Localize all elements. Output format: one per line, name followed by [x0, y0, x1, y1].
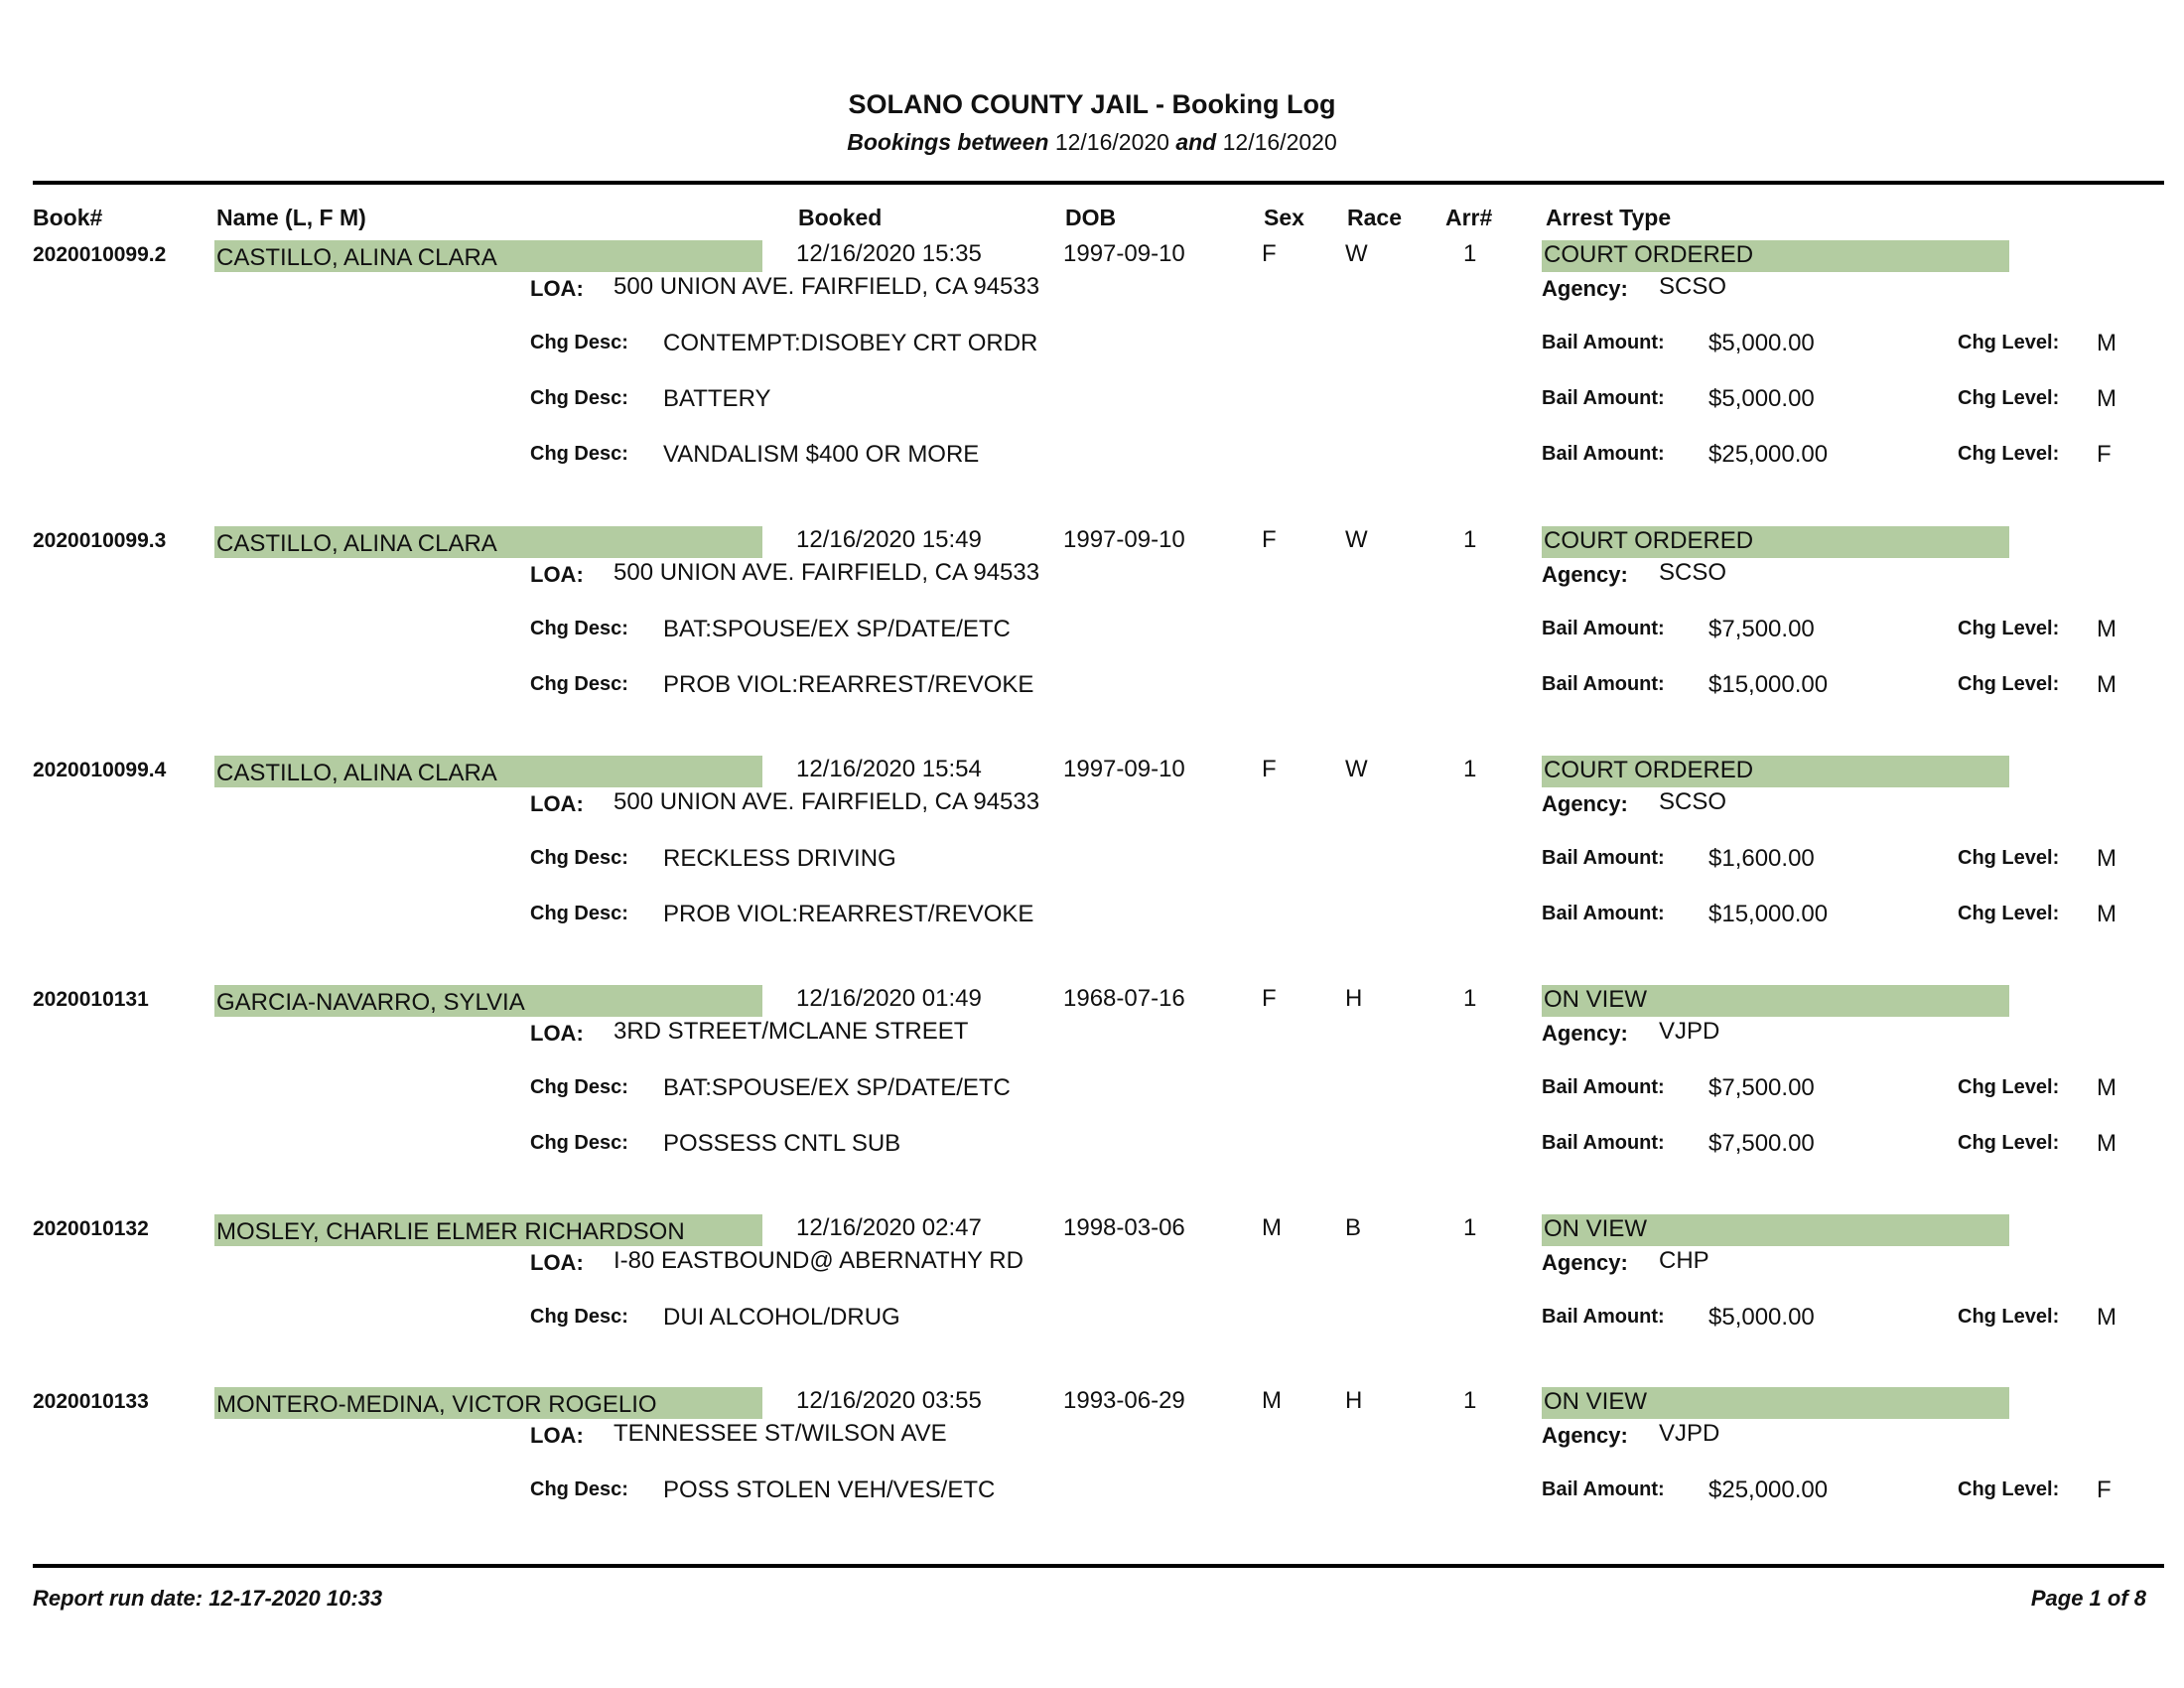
- charge-desc-label: Chg Desc:: [530, 1132, 628, 1154]
- agency-label: Agency:: [1542, 1021, 1628, 1046]
- bail-amount: $7,500.00: [1708, 1074, 1815, 1101]
- charge-row: [0, 1074, 2184, 1104]
- subtitle-and: and: [1175, 129, 1217, 155]
- charge-level-label: Chg Level:: [1958, 387, 2060, 409]
- bail-amount-label: Bail Amount:: [1542, 903, 1665, 924]
- agency-value: SCSO: [1659, 273, 1727, 300]
- charge-desc: POSSESS CNTL SUB: [663, 1130, 901, 1157]
- charge-level-label: Chg Level:: [1958, 1306, 2060, 1328]
- charge-row: [0, 845, 2184, 875]
- arrest-type: ON VIEW: [1544, 1215, 1648, 1242]
- loa-label: LOA:: [530, 1021, 584, 1046]
- loa-value: I-80 EASTBOUND@ ABERNATHY RD: [614, 1247, 1024, 1274]
- booked-datetime: 12/16/2020 15:49: [796, 526, 982, 553]
- loa-label: LOA:: [530, 562, 584, 587]
- booked-datetime: 12/16/2020 01:49: [796, 985, 982, 1012]
- booking-record: [0, 756, 2184, 927]
- charge-desc: BATTERY: [663, 385, 771, 412]
- charge-level-label: Chg Level:: [1958, 618, 2060, 639]
- race-value: H: [1345, 1387, 1363, 1414]
- charge-desc-label: Chg Desc:: [530, 847, 628, 869]
- arrest-type: COURT ORDERED: [1544, 527, 1754, 554]
- booked-datetime: 12/16/2020 15:35: [796, 240, 982, 267]
- inmate-name-highlight: [214, 985, 762, 1017]
- charge-level-label: Chg Level:: [1958, 332, 2060, 353]
- arrest-type-highlight: [1542, 985, 2009, 1017]
- bail-amount-label: Bail Amount:: [1542, 847, 1665, 869]
- charge-desc-label: Chg Desc:: [530, 387, 628, 409]
- booked-datetime: 12/16/2020 02:47: [796, 1214, 982, 1241]
- race-value: B: [1345, 1214, 1362, 1241]
- arrest-count: 1: [1463, 756, 1477, 782]
- sex-value: M: [1262, 1387, 1282, 1414]
- charge-level-label: Chg Level:: [1958, 1076, 2060, 1098]
- inmate-name-highlight: [214, 1387, 762, 1419]
- race-value: W: [1345, 240, 1368, 267]
- bail-amount: $25,000.00: [1708, 441, 1829, 468]
- race-value: W: [1345, 526, 1368, 553]
- arrest-type: COURT ORDERED: [1544, 757, 1754, 783]
- date-of-birth: 1997-09-10: [1063, 756, 1185, 782]
- book-number: 2020010099.3: [33, 529, 167, 552]
- agency-value: SCSO: [1659, 788, 1727, 815]
- bail-amount: $15,000.00: [1708, 901, 1829, 927]
- col-header-name: Name (L, F M): [216, 205, 366, 230]
- inmate-name: GARCIA-NAVARRO, SYLVIA: [216, 989, 525, 1016]
- charge-row: [0, 1304, 2184, 1334]
- col-header-booked: Booked: [798, 205, 883, 230]
- arrest-count: 1: [1463, 1214, 1477, 1241]
- sex-value: F: [1262, 756, 1277, 782]
- loa-label: LOA:: [530, 791, 584, 816]
- inmate-name: MONTERO-MEDINA, VICTOR ROGELIO: [216, 1391, 657, 1418]
- inmate-name: MOSLEY, CHARLIE ELMER RICHARDSON: [216, 1218, 685, 1245]
- bail-amount-label: Bail Amount:: [1542, 673, 1665, 695]
- col-header-dob: DOB: [1065, 205, 1117, 230]
- date-of-birth: 1997-09-10: [1063, 240, 1185, 267]
- bail-amount: $5,000.00: [1708, 385, 1815, 412]
- bail-amount: $25,000.00: [1708, 1477, 1829, 1503]
- booking-record: [0, 526, 2184, 698]
- charge-level: F: [2097, 441, 2112, 468]
- arrest-type: ON VIEW: [1544, 1388, 1648, 1415]
- charge-level-label: Chg Level:: [1958, 903, 2060, 924]
- col-header-arrest-type: Arrest Type: [1546, 205, 1672, 230]
- report-run-date: Report run date: 12-17-2020 10:33: [33, 1586, 383, 1611]
- loa-label: LOA:: [530, 1250, 584, 1275]
- date-to: 12/16/2020: [1222, 129, 1337, 155]
- inmate-name: CASTILLO, ALINA CLARA: [216, 760, 497, 786]
- col-header-race: Race: [1347, 205, 1402, 230]
- bail-amount-label: Bail Amount:: [1542, 1076, 1665, 1098]
- bail-amount-label: Bail Amount:: [1542, 332, 1665, 353]
- booked-datetime: 12/16/2020 03:55: [796, 1387, 982, 1414]
- booking-record: [0, 240, 2184, 468]
- arrest-count: 1: [1463, 526, 1477, 553]
- bail-amount-label: Bail Amount:: [1542, 1132, 1665, 1154]
- loa-value: 500 UNION AVE. FAIRFIELD, CA 94533: [614, 559, 1040, 586]
- subtitle-prefix: Bookings between: [847, 129, 1049, 155]
- charge-level: M: [2097, 901, 2116, 927]
- agency-value: VJPD: [1659, 1420, 1720, 1447]
- inmate-name-highlight: [214, 526, 762, 558]
- inmate-name-highlight: [214, 1214, 762, 1246]
- bail-amount-label: Bail Amount:: [1542, 618, 1665, 639]
- loa-value: 500 UNION AVE. FAIRFIELD, CA 94533: [614, 788, 1040, 815]
- bail-amount-label: Bail Amount:: [1542, 1478, 1665, 1500]
- page-number: Page 1 of 8: [2030, 1586, 2146, 1611]
- charge-row: [0, 1477, 2184, 1506]
- charge-level: M: [2097, 1304, 2116, 1331]
- date-from: 12/16/2020: [1054, 129, 1169, 155]
- bail-amount: $15,000.00: [1708, 671, 1829, 698]
- arrest-count: 1: [1463, 240, 1477, 267]
- loa-label: LOA:: [530, 276, 584, 301]
- charge-desc: DUI ALCOHOL/DRUG: [663, 1304, 900, 1331]
- loa-label: LOA:: [530, 1423, 584, 1448]
- col-header-arr: Arr#: [1445, 205, 1493, 230]
- charge-level-label: Chg Level:: [1958, 673, 2060, 695]
- charge-row: [0, 441, 2184, 471]
- charge-desc-label: Chg Desc:: [530, 673, 628, 695]
- sex-value: F: [1262, 240, 1277, 267]
- charge-level-label: Chg Level:: [1958, 1132, 2060, 1154]
- charge-row: [0, 671, 2184, 701]
- arrest-type: COURT ORDERED: [1544, 241, 1754, 268]
- charge-level-label: Chg Level:: [1958, 847, 2060, 869]
- bail-amount-label: Bail Amount:: [1542, 1306, 1665, 1328]
- inmate-name: CASTILLO, ALINA CLARA: [216, 530, 497, 557]
- bail-amount-label: Bail Amount:: [1542, 443, 1665, 465]
- charge-row: [0, 616, 2184, 645]
- book-number: 2020010099.2: [33, 243, 167, 266]
- charge-desc: PROB VIOL:REARREST/REVOKE: [663, 671, 1034, 698]
- charge-desc-label: Chg Desc:: [530, 1076, 628, 1098]
- agency-value: VJPD: [1659, 1018, 1720, 1045]
- date-of-birth: 1998-03-06: [1063, 1214, 1185, 1241]
- charge-level: M: [2097, 845, 2116, 872]
- footer-rule: [33, 1564, 2164, 1568]
- charge-level-label: Chg Level:: [1958, 443, 2060, 465]
- booking-record: [0, 985, 2184, 1157]
- loa-value: TENNESSEE ST/WILSON AVE: [614, 1420, 947, 1447]
- charge-desc: CONTEMPT:DISOBEY CRT ORDR: [663, 330, 1038, 356]
- book-number: 2020010133: [33, 1390, 149, 1413]
- charge-desc: VANDALISM $400 OR MORE: [663, 441, 980, 468]
- charge-row: [0, 330, 2184, 359]
- sex-value: M: [1262, 1214, 1282, 1241]
- agency-label: Agency:: [1542, 276, 1628, 301]
- bail-amount: $7,500.00: [1708, 616, 1815, 642]
- arrest-count: 1: [1463, 1387, 1477, 1414]
- book-number: 2020010131: [33, 988, 149, 1011]
- agency-value: CHP: [1659, 1247, 1709, 1274]
- agency-label: Agency:: [1542, 1423, 1628, 1448]
- inmate-name: CASTILLO, ALINA CLARA: [216, 244, 497, 271]
- charge-desc-label: Chg Desc:: [530, 618, 628, 639]
- charge-level: M: [2097, 671, 2116, 698]
- sex-value: F: [1262, 985, 1277, 1012]
- bail-amount-label: Bail Amount:: [1542, 387, 1665, 409]
- booked-datetime: 12/16/2020 15:54: [796, 756, 982, 782]
- bail-amount: $7,500.00: [1708, 1130, 1815, 1157]
- charge-level: M: [2097, 1130, 2116, 1157]
- charge-desc: POSS STOLEN VEH/VES/ETC: [663, 1477, 996, 1503]
- booking-record: [0, 1214, 2184, 1331]
- charge-level: F: [2097, 1477, 2112, 1503]
- arrest-count: 1: [1463, 985, 1477, 1012]
- charge-level: M: [2097, 330, 2116, 356]
- report-subtitle: [0, 129, 2184, 156]
- arrest-type-highlight: [1542, 526, 2009, 558]
- booking-record: [0, 1387, 2184, 1503]
- loa-value: 500 UNION AVE. FAIRFIELD, CA 94533: [614, 273, 1040, 300]
- bail-amount: $1,600.00: [1708, 845, 1815, 872]
- charge-row: [0, 385, 2184, 415]
- charge-level: M: [2097, 616, 2116, 642]
- charge-desc-label: Chg Desc:: [530, 443, 628, 465]
- charge-level-label: Chg Level:: [1958, 1478, 2060, 1500]
- charge-level: M: [2097, 385, 2116, 412]
- arrest-type-highlight: [1542, 1387, 2009, 1419]
- report-title: SOLANO COUNTY JAIL - Booking Log: [848, 89, 1336, 119]
- charge-row: [0, 901, 2184, 930]
- charge-desc: RECKLESS DRIVING: [663, 845, 896, 872]
- col-header-book: Book#: [33, 205, 103, 230]
- agency-value: SCSO: [1659, 559, 1727, 586]
- book-number: 2020010099.4: [33, 759, 167, 781]
- sex-value: F: [1262, 526, 1277, 553]
- date-of-birth: 1997-09-10: [1063, 526, 1185, 553]
- arrest-type-highlight: [1542, 240, 2009, 272]
- charge-level: M: [2097, 1074, 2116, 1101]
- arrest-type-highlight: [1542, 1214, 2009, 1246]
- charge-desc-label: Chg Desc:: [530, 1306, 628, 1328]
- date-of-birth: 1968-07-16: [1063, 985, 1185, 1012]
- loa-value: 3RD STREET/MCLANE STREET: [614, 1018, 969, 1045]
- bail-amount: $5,000.00: [1708, 330, 1815, 356]
- inmate-name-highlight: [214, 240, 762, 272]
- charge-row: [0, 1130, 2184, 1160]
- arrest-type-highlight: [1542, 756, 2009, 787]
- bail-amount: $5,000.00: [1708, 1304, 1815, 1331]
- date-of-birth: 1993-06-29: [1063, 1387, 1185, 1414]
- book-number: 2020010132: [33, 1217, 149, 1240]
- col-header-sex: Sex: [1264, 205, 1304, 230]
- charge-desc-label: Chg Desc:: [530, 903, 628, 924]
- inmate-name-highlight: [214, 756, 762, 787]
- agency-label: Agency:: [1542, 791, 1628, 816]
- arrest-type: ON VIEW: [1544, 986, 1648, 1013]
- race-value: W: [1345, 756, 1368, 782]
- charge-desc-label: Chg Desc:: [530, 332, 628, 353]
- header-rule: [33, 181, 2164, 185]
- agency-label: Agency:: [1542, 1250, 1628, 1275]
- charge-desc-label: Chg Desc:: [530, 1478, 628, 1500]
- agency-label: Agency:: [1542, 562, 1628, 587]
- race-value: H: [1345, 985, 1363, 1012]
- charge-desc: PROB VIOL:REARREST/REVOKE: [663, 901, 1034, 927]
- charge-desc: BAT:SPOUSE/EX SP/DATE/ETC: [663, 1074, 1011, 1101]
- charge-desc: BAT:SPOUSE/EX SP/DATE/ETC: [663, 616, 1011, 642]
